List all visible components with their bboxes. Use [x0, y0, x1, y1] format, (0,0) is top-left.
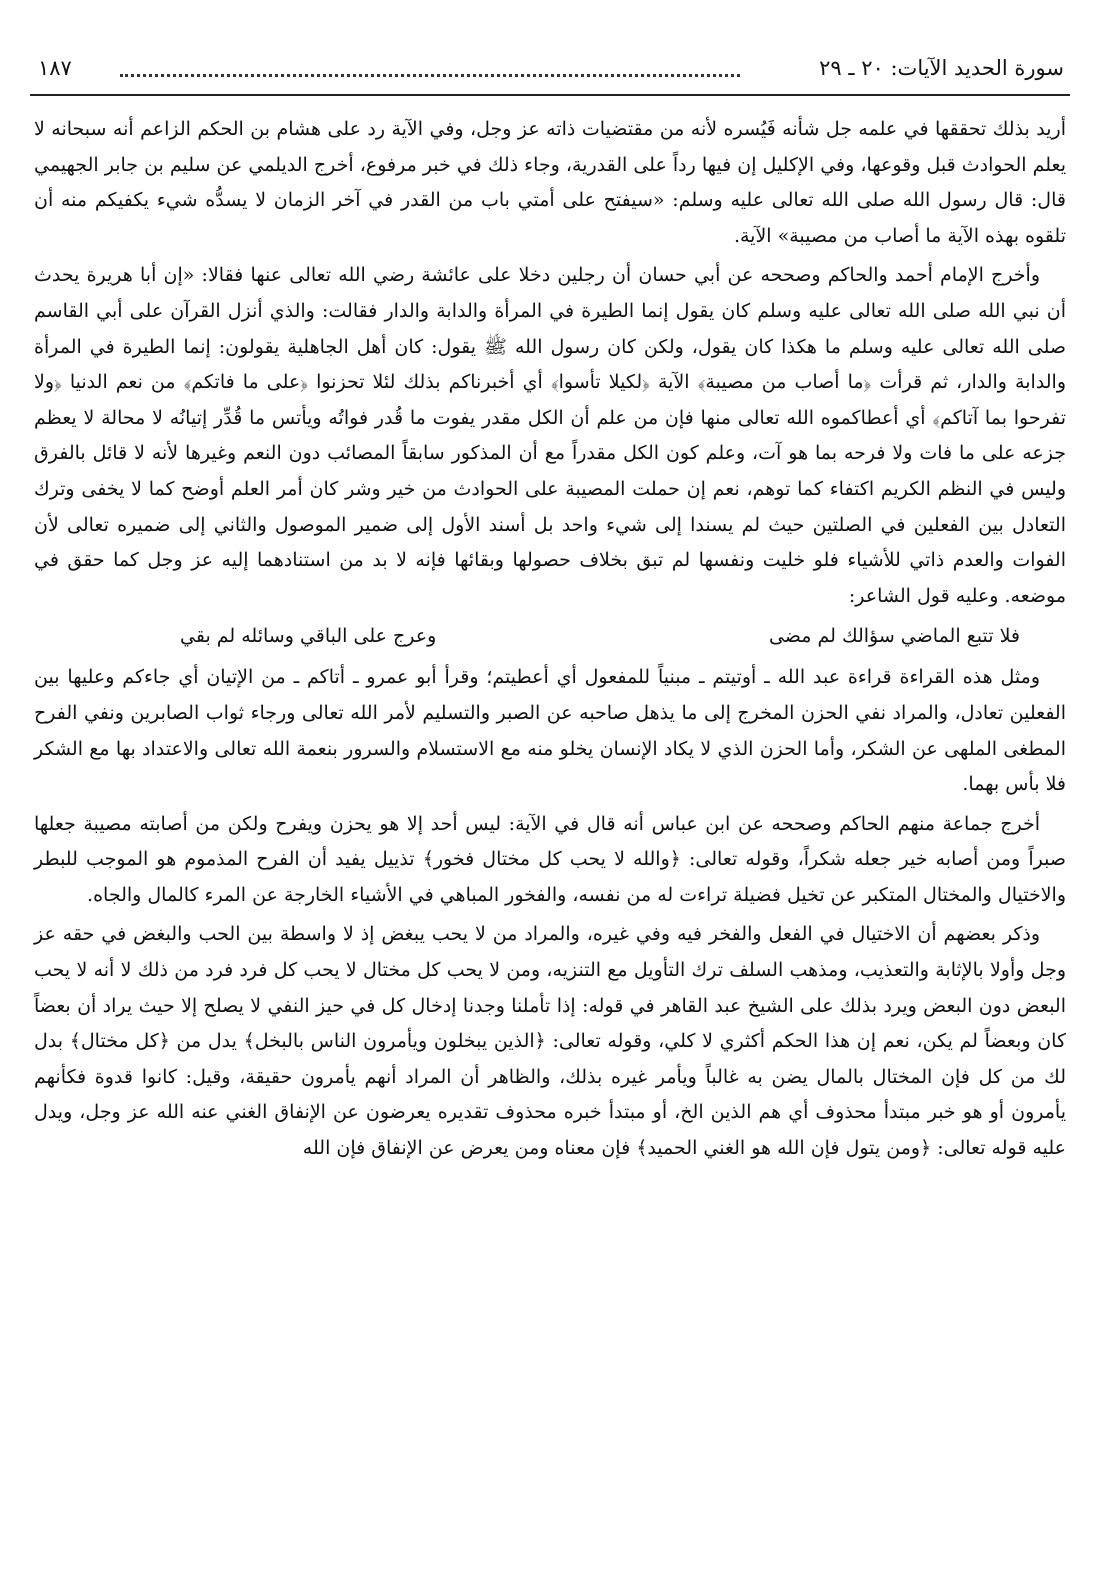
verse-second-hemistich: وعرج على الباقي وسائله لم بقي — [180, 625, 437, 648]
verse-first-hemistich: فلا تتبع الماضي سؤالك لم مضى — [768, 625, 1020, 648]
paragraph-3: ومثل هذه القراءة قراءة عبد الله ـ أوتيتم ـ مبنياً للمفعول أي أعطيتم؛ وقرأ أبو عمرو ـ أتاكم ـ من الإتيان أي جاءكم وعليها بين الفعلين تعادل، والمراد نفي الحزن المخرج إلى ما يذهل صاحبه عن الصبر والتسليم لأمر الله تعالى ورجاء ثواب الصابرين ونفي الفرح المطغى الملهى عن الشكر، وأما الحزن الذي لا يكاد الإنسان يخلو منه مع الاستسلام والسرور بنعمة الله تعالى والاعتداد بها مع الشكر فلا بأس بهما. — [34, 666, 1066, 796]
paragraph-1: أريد بذلك تحققها في علمه جل شأنه فَيُسره لأنه من مقتضيات ذاته عز وجل، وفي الآية رد على هشام بن الحكم الزاعم أنه سبحانه لا يعلم الحوادث قبل وقوعها، وفي الإكليل إن فيها رداً على القدرية، وجاء ذلك في خبر مرفوع، أخرج الديلمي عن سليم بن جابر الجهيمي قال: قال رسول الله صلى الله تعالى عليه وسلم: «سيفتح على أمتي باب من القدر في آخر الزمان لا يسدُّه شيء يكفيكم منه أن تلقوه بهذه الآية ما أصاب من مصيبة» الآية. — [34, 118, 1066, 247]
leader-dots — [120, 74, 740, 77]
page — [30, 48, 1070, 1171]
page-number: ١٨٧ — [38, 56, 72, 80]
paragraph-2: وأخرج الإمام أحمد والحاكم وصححه عن أبي حسان أن رجلين دخلا على عائشة رضي الله تعالى عنها فقالا: «إن أبا هريرة يحدث أن نبي الله صلى الله تعالى عليه وسلم كان يقول إنما الطيرة في المرأة والدابة والدار فقالت: والذي أنزل القرآن على أبي القاسم صلى الله تعالى عليه وسلم ما هكذا كان يقول، ولكن كان رسول الله ﷺ يقول: كان أهل الجاهلية يقولون: إنما الطيرة في المرأة والدابة والدار، ثم قرأت ﴿ما أصاب من مصيبة﴾ الآية ﴿لكيلا تأسوا﴾ أي أخبرناكم بذلك لئلا تحزنوا ﴿على ما فاتكم﴾ من نعم الدنيا ﴿ولا تفرحوا بما آتاكم﴾ أي أعطاكموه الله تعالى منها فإن من علم أن الكل مقدر يفوت ما قُدر فواتُه ويأتس ما قُدِّر إتيانُه لا محالة لا يعظم جزعه على ما فات ولا فرحه بما هو آت، وعلم كون الكل مقدراً مع أن المذكور سابقاً المصائب دون النعم وغيرها لأنه لا قائل بالفرق وليس في النظم الكريم اكتفاء كما توهم، نعم إن حملت المصيبة على الحوادث من خير وشر كان أمر العلم أوضح كما لا يخفى وترك التعادل بين الفعلين في الصلتين حيث لم يسندا إلى شيء واحد بل أسند الأول إلى ضمير الموصول والثاني إلى ضميره تعالى لأن الفوات والعدم ذاتي للأشياء فلو خليت ونفسها لم تبق بخلاف حصولها وبقائها فإنه لا بد من استنادهما إليه عز وجل كما حقق في موضعه. وعليه قول الشاعر: — [34, 264, 1066, 607]
page-header — [30, 48, 1070, 96]
paragraph-5: وذكر بعضهم أن الاختيال في الفعل والفخر فيه وفي غيره، والمراد من لا يحب يبغض إذ لا واسطة بين الحب والبغض في حقه عز وجل وأولا بالإثابة والتعذيب، ومذهب السلف ترك التأويل مع التنزيه، ومن لا يحب كل مختال لا يحب كل فرد فرد من ذلك لا أنه لا يحب البعض دون البعض ويرد بذلك على الشيخ عبد القاهر في قوله: إذا تأملنا وجدنا إدخال كل في حيز النفي لا يصلح إلا حيث يراد أن بعضاً كان وبعضاً لم يكن، نعم إن هذا الحكم أكثري لا كلي، وقوله تعالى: ﴿الذين يبخلون ويأمرون الناس بالبخل﴾ يدل من ﴿كل مختال﴾ بدل لك من كل فإن المختال بالمال يضن به غالباً ويأمر غيره بذلك، والظاهر أن المراد أنهم يأمرون حقيقة، وقيل: كانوا قدوة فكأنهم يأمرون أو هو خبر مبتدأ محذوف أي هم الذين الخ، أو مبتدأ خبره محذوف تقديره يعرضون عن الإنفاق الغني عنه الله عز وجل، ويدل عليه قوله تعالى: ﴿ومن يتول فإن الله هو الغني الحميد﴾ فإن معناه ومن يعرض عن الإنفاق فإن الله — [34, 923, 1066, 1160]
paragraph-4: أخرج جماعة منهم الحاكم وصححه عن ابن عباس أنه قال في الآية: ليس أحد إلا هو يحزن ويفرح ولكن من أصابته مصيبة جعلها صبراً ومن أصابه خير جعله شكراً، وقوله تعالى: ﴿والله لا يحب كل مختال فخور﴾ تذييل يفيد أن الفرح المذموم هو الموجب للبطر والاختيال والمختال المتكبر عن تخيل فضيلة تراءت له من نفسه، والفخور المباهي في الأشياء الخارجة عن المرء كالمال والجاه. — [34, 812, 1066, 906]
running-title: سورة الحديد الآيات: ٢٠ ـ ٢٩ — [819, 56, 1064, 80]
poetry-verse — [30, 618, 1070, 654]
